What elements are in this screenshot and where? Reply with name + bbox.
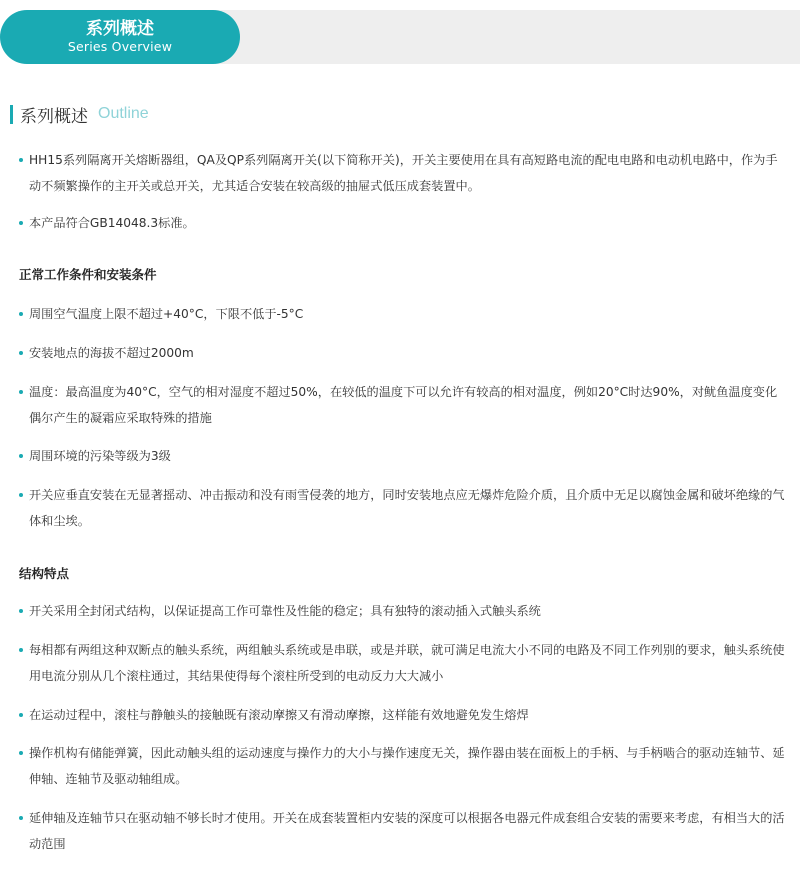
section-title-cn: 系列概述 <box>20 106 88 127</box>
condition-item <box>19 443 789 469</box>
condition-item-text: 温度：最高温度为40°C，空气的相对湿度不超过50%，在较低的温度下可以允许有较高的相对温度，例如20°C时达90%，对鱿鱼温度变化偶尔产生的凝霜应采取特殊的措施 <box>29 385 778 425</box>
feature-item <box>19 805 789 857</box>
bullet-icon <box>19 648 23 652</box>
feature-item <box>19 702 789 728</box>
bullet-icon <box>19 751 23 755</box>
feature-item <box>19 637 789 689</box>
feature-item-text: 每相都有两组这种双断点的触头系统，两组触头系统或是串联，或是并联，就可满足电流大小不同的电路及不同工作列别的要求，触头系统使用电流分别从几个滚柱通过，其结果使得每个滚柱所受到的电动反力大大减小 <box>29 643 785 683</box>
section-banner <box>0 0 800 70</box>
outline-item <box>19 147 789 199</box>
bullet-icon <box>19 312 23 316</box>
bullet-icon <box>19 493 23 497</box>
condition-item-text: 周围环境的污染等级为3级 <box>29 449 171 463</box>
condition-item-text: 开关应垂直安装在无显著摇动、冲击振动和没有雨雪侵袭的地方，同时安装地点应无爆炸危险介质，且介质中无足以腐蚀金属和破坏绝缘的气体和尘埃。 <box>29 488 785 528</box>
feature-item-text: 开关采用全封闭式结构，以保证提高工作可靠性及性能的稳定；具有独特的滚动插入式触头系统 <box>29 604 541 618</box>
outline-item <box>19 210 789 236</box>
bullet-icon <box>19 351 23 355</box>
outline-item-text: HH15系列隔离开关熔断器组，QA及QP系列隔离开关(以下简称开关)，开关主要使用在具有高短路电流的配电电路和电动机电路中，作为手动不频繁操作的主开关或总开关，尤其适合安装在较高级的抽屉式低压成套装置中。 <box>29 153 778 193</box>
feature-item-text: 操作机构有储能弹簧，因此动触头组的运动速度与操作力的大小与操作速度无关，操作器由装在面板上的手柄、与手柄啮合的驱动连轴节、延伸轴、连轴节及驱动轴组成。 <box>29 746 785 786</box>
condition-item <box>19 340 789 366</box>
bullet-icon <box>19 390 23 394</box>
feature-item-text: 在运动过程中，滚柱与静触头的接触既有滚动摩擦又有滑动摩擦，这样能有效地避免发生熔焊 <box>29 708 529 722</box>
banner-subtitle: Series Overview <box>67 39 173 54</box>
section-title-en: Outline <box>98 105 149 122</box>
features-heading: 结构特点 <box>19 566 70 581</box>
heading-accent-bar <box>10 105 13 124</box>
bullet-icon <box>19 816 23 820</box>
bullet-icon <box>19 609 23 613</box>
banner-pill <box>0 10 240 64</box>
condition-item-text: 周围空气温度上限不超过+40°C，下限不低于-5°C <box>29 307 304 321</box>
bullet-icon <box>19 454 23 458</box>
feature-item-text: 延伸轴及连轴节只在驱动轴不够长时才使用。开关在成套装置柜内安装的深度可以根据各电器元件成套组合安装的需要来考虑，有相当大的活动范围 <box>29 811 785 851</box>
banner-title: 系列概述 <box>86 19 154 39</box>
condition-item <box>19 379 789 431</box>
conditions-heading: 正常工作条件和安装条件 <box>19 267 157 282</box>
outline-item-text: 本产品符合GB14048.3标准。 <box>29 216 195 230</box>
section-heading <box>10 103 149 125</box>
bullet-icon <box>19 713 23 717</box>
condition-item <box>19 301 789 327</box>
condition-item-text: 安装地点的海拔不超过2000m <box>29 346 194 360</box>
feature-item <box>19 598 789 624</box>
bullet-icon <box>19 221 23 225</box>
feature-item <box>19 740 789 792</box>
condition-item <box>19 482 789 534</box>
bullet-icon <box>19 158 23 162</box>
